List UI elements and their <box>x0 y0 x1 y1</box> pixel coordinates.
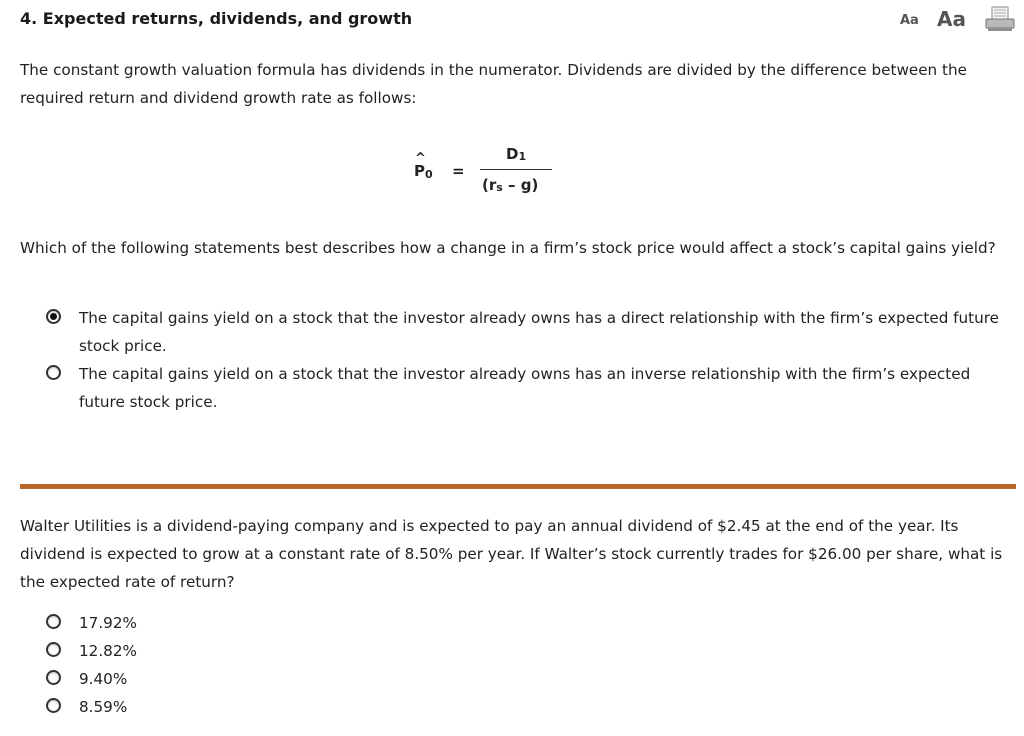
option-label: 8.59% <box>79 698 128 716</box>
option-label: 17.92% <box>79 614 137 632</box>
radio-button[interactable] <box>46 642 61 657</box>
radio-button-selected[interactable] <box>46 309 61 324</box>
formula-numerator: $D_1$ <box>506 145 527 163</box>
fraction-bar <box>480 169 552 170</box>
option-label: The capital gains yield on a stock that the investor already owns has an inverse relationship with the firm’s expected future stock price. <box>79 365 971 411</box>
formula-lhs: P0 <box>414 162 433 181</box>
section-divider <box>20 484 1016 489</box>
radio-button[interactable] <box>46 698 61 713</box>
font-size-small-button[interactable]: Aa <box>900 13 919 28</box>
formula-hat: ^ <box>415 151 426 166</box>
printer-icon[interactable] <box>984 6 1016 32</box>
intro-paragraph: The constant growth valuation formula has dividends in the numerator. Dividends are divided by the difference between the required return and dividend growth rate as follows: <box>20 61 967 107</box>
option-label: The capital gains yield on a stock that the investor already owns has a direct relationship with the firm’s expected future stock price. <box>79 309 999 355</box>
radio-button[interactable] <box>46 614 61 629</box>
font-size-large-button[interactable]: Aa <box>937 7 966 31</box>
constant-growth-formula <box>410 140 570 200</box>
option-label: 12.82% <box>79 642 137 660</box>
radio-button[interactable] <box>46 670 61 685</box>
question1-prompt: Which of the following statements best describes how a change in a firm’s stock price would affect a stock’s capital gains yield? <box>20 239 996 257</box>
radio-button[interactable] <box>46 365 61 380</box>
formula-denominator: $(r_s - g)$ <box>482 176 539 194</box>
question-title: 4. Expected returns, dividends, and growth <box>20 9 413 28</box>
formula-equals: = <box>452 162 465 180</box>
option-label: 9.40% <box>79 670 128 688</box>
question2-prompt: Walter Utilities is a dividend-paying company and is expected to pay an annual dividend of $2.45 at the end of the year. Its dividend is expected to grow at a constant rate of 8.50% per year. If Walter’s stock currently trades for $26.00 per share, what is the expected rate of return? <box>20 517 1003 591</box>
